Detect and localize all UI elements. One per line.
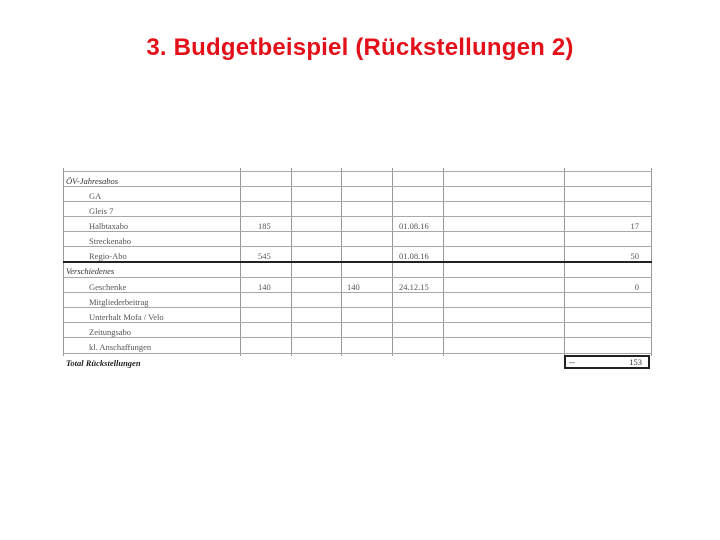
grid-line: [63, 186, 652, 187]
total-box: [564, 355, 650, 369]
grid-line: [63, 353, 652, 354]
section-label: Verschiedenes: [66, 266, 115, 276]
grid-line: [63, 277, 652, 278]
item-label: Halbtaxabo: [89, 221, 129, 231]
item-label: Geschenke: [89, 282, 127, 292]
total-marker: --: [569, 357, 575, 367]
item-label: Unterhalt Mofa / Velo: [89, 312, 164, 322]
amount-cell: 140: [347, 282, 360, 292]
amount-cell: 140: [258, 282, 271, 292]
budget-table: [63, 168, 652, 372]
grid-line: [63, 292, 652, 293]
item-label: Gleis 7: [89, 206, 114, 216]
total-value: 153: [629, 357, 642, 367]
grid-line: [63, 201, 652, 202]
grid-line: [63, 246, 652, 247]
item-label: Mitgliederbeitrag: [89, 297, 149, 307]
date-cell: 01.08.16: [399, 221, 429, 231]
slide-title: 3. Budgetbeispiel (Rückstellungen 2): [146, 34, 574, 61]
reserve-cell: 50: [630, 251, 639, 261]
item-label: GA: [89, 191, 102, 201]
amount-cell: 185: [258, 221, 271, 231]
grid-line: [63, 322, 652, 323]
item-label: Zeitungsabo: [89, 327, 132, 337]
amount-cell: 545: [258, 251, 271, 261]
reserve-cell: 17: [630, 221, 639, 231]
section-label: ÖV-Jahresabos: [66, 176, 119, 186]
item-label: Streckenabo: [89, 236, 132, 246]
grid-line: [63, 337, 652, 338]
grid-line: [63, 216, 652, 217]
item-label: kl. Anschaffungen: [89, 342, 152, 352]
date-cell: 01.08.16: [399, 251, 429, 261]
grid-line: [63, 231, 652, 232]
grid-line: [63, 307, 652, 308]
item-label: Regio-Abo: [89, 251, 127, 261]
grid-line: [63, 171, 652, 172]
reserve-cell: 0: [634, 282, 639, 292]
date-cell: 24.12.15: [399, 282, 429, 292]
grid-line: [63, 261, 652, 263]
total-label: Total Rückstellungen: [66, 358, 141, 368]
